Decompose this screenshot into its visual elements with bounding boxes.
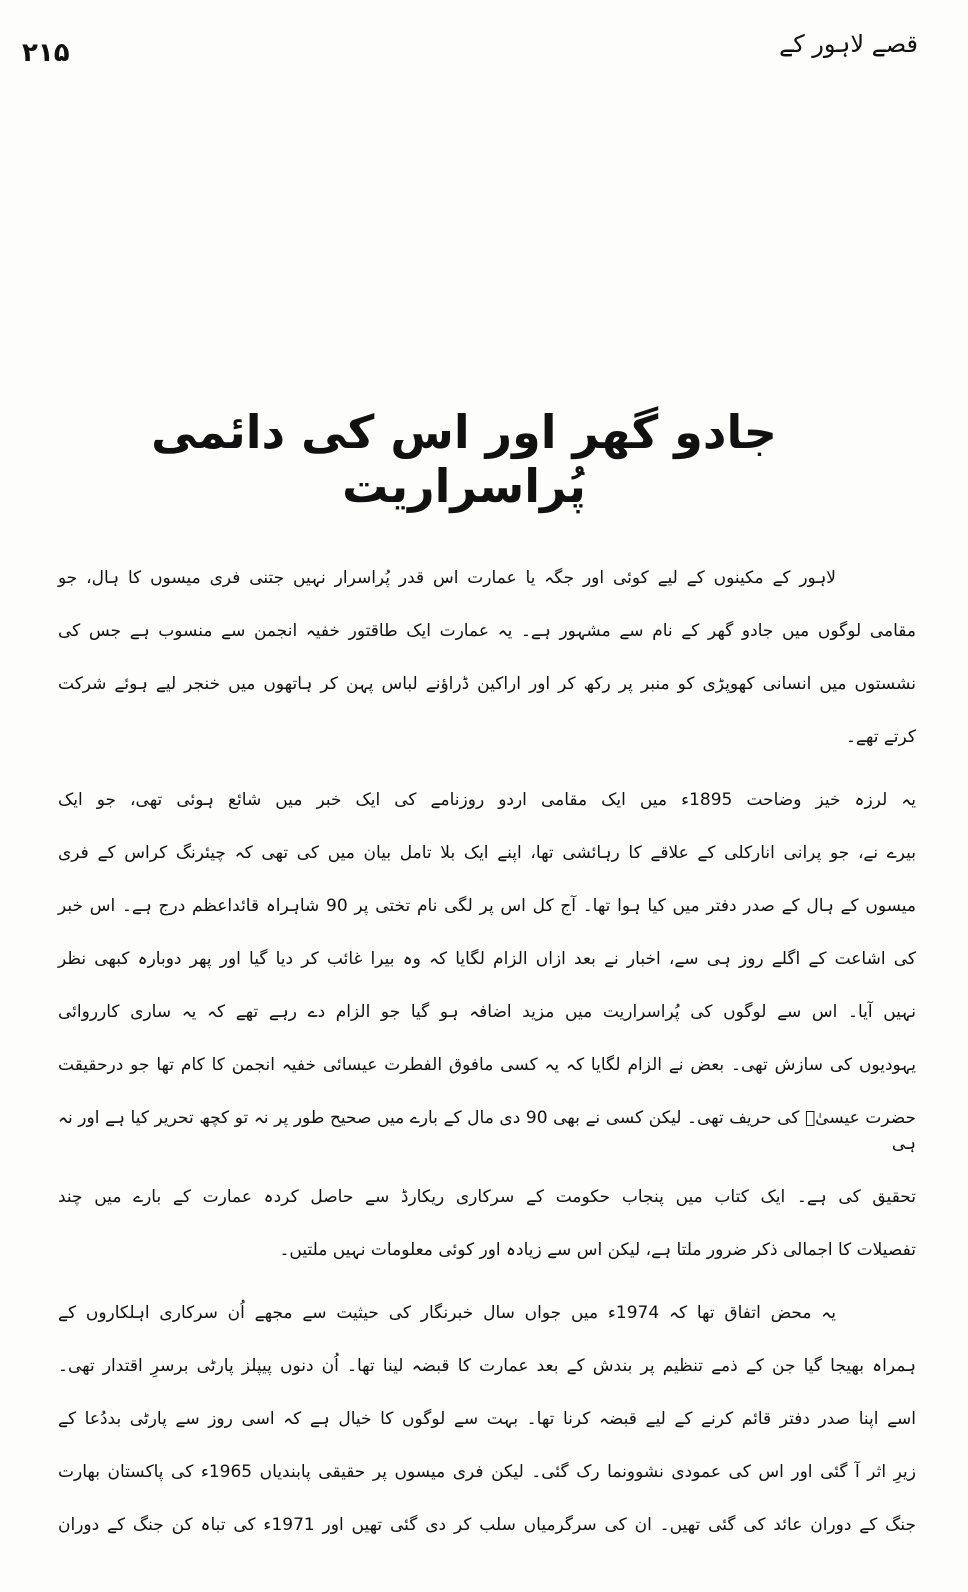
- paragraph-2-line: کی اشاعت کے اگلے روز ہی سے، اخبار نے بعد ازاں الزام لگایا کہ وہ بیرا غائب کر دیا گیا اور پھر دوبارہ کبھی نظر: [58, 949, 916, 969]
- paragraph-2-line: میسوں کے ہال کے صدر دفتر میں کیا ہوا تھا۔ آج کل اس پر لگی نام تختی پر 90 شاہراہ قائداعظم درج ہے۔ اس خبر: [58, 896, 917, 916]
- paragraph-1-line: کرتے تھے۔: [845, 727, 916, 747]
- paragraph-1-line: نشستوں میں انسانی کھوپڑی کو منبر پر رکھ کر اور اراکین ڈراؤنے لباس پہن کر ہاتھوں میں خنجر لیے ہوئے شرکت: [58, 674, 916, 694]
- running-head: قصے لاہور کے: [779, 30, 918, 58]
- paragraph-2-line: یہودیوں کی سازش تھی۔ بعض نے الزام لگایا کہ یہ کسی مافوق الفطرت عیسائی خفیہ انجمن کا کام تھا جو درحقیقت: [58, 1055, 916, 1075]
- paragraph-3-line: زیرِ اثر آ گئی اور اس کی عمودی نشوونما رک گئی۔ لیکن فری میسوں پر حقیقی پابندیاں 1965ء کی پاکستان بھارت: [58, 1462, 916, 1482]
- paragraph-3: [58, 1287, 916, 1552]
- paragraph-2-line: یہ لرزہ خیز وضاحت 1895ء میں ایک مقامی اردو روزنامے کی ایک خبر میں شائع ہوئی تھی، جو ایک: [58, 790, 916, 810]
- paragraph-3-line: ہمراہ بھیجا گیا جن کے ذمے تنظیم پر بندش کے بعد عمارت کا قبضہ لینا تھا۔ اُن دنوں پیپلز پارٹی برسرِ اقتدار تھی۔: [58, 1356, 916, 1376]
- paragraph-2-line: حضرت عیسیٰؑ کی حریف تھی۔ لیکن کسی نے بھی 90 دی مال کے بارے میں صحیح طور پر نہ تو کچھ تحریر کیا ہے اور نہ ہی: [58, 1108, 916, 1154]
- body-text: [58, 552, 916, 1562]
- paragraph-2-line: نہیں آیا۔ اس سے لوگوں کی پُراسراریت میں مزید اضافہ ہو گیا جو الزام دے رہے تھے کہ یہ ساری کارروائی: [58, 1002, 916, 1022]
- paragraph-3-line: جنگ کے دوران عائد کی گئی تھیں۔ ان کی سرگرمیاں سلب کر دی گئی تھیں اور 1971ء کی تباہ کن جنگ کے دوران: [58, 1515, 916, 1535]
- paragraph-1: [58, 552, 916, 764]
- paragraph-2: [58, 774, 916, 1277]
- paragraph-1-line: مقامی لوگوں میں جادو گھر کے نام سے مشہور ہے۔ یہ عمارت ایک طاقتور خفیہ انجمن سے منسوب ہے جس کی: [58, 621, 916, 641]
- paragraph-2-line: تحقیق کی ہے۔ ایک کتاب میں پنجاب حکومت کے سرکاری ریکارڈ سے حاصل کردہ عمارت کے بارے میں چند: [58, 1187, 916, 1207]
- paragraph-1-line: لاہور کے مکینوں کے لیے کوئی اور جگہ یا عمارت اس قدر پُراسرار نہیں جتنی فری میسوں کا ہال، جو: [58, 568, 836, 588]
- page-number: ۲۱۵: [22, 38, 70, 68]
- paragraph-2-line: بیرے نے، جو پرانی انارکلی کے علاقے کا رہائشی تھا، اپنے ایک بلا تامل بیان میں کی تھی کہ چیئرنگ کراس کے فری: [58, 843, 916, 863]
- paragraph-3-line: یہ محض اتفاق تھا کہ 1974ء میں جواں سال خبرنگار کی حیثیت سے مجھے اُن سرکاری اہلکاروں کے: [58, 1303, 836, 1323]
- chapter-title: جادو گھر اور اس کی دائمی پُراسراریت: [151, 405, 777, 513]
- paragraph-2-line: تفصیلات کا اجمالی ذکر ضرور ملتا ہے، لیکن اس سے زیادہ اور کوئی معلومات نہیں ملتیں۔: [279, 1240, 916, 1260]
- paragraph-3-line: اسے اپنا صدر دفتر قائم کرنے کے لیے قبضہ کرنا تھا۔ بہت سے لوگوں کا خیال ہے کہ اسی روز سے پارٹی بددُعا کے: [58, 1409, 916, 1429]
